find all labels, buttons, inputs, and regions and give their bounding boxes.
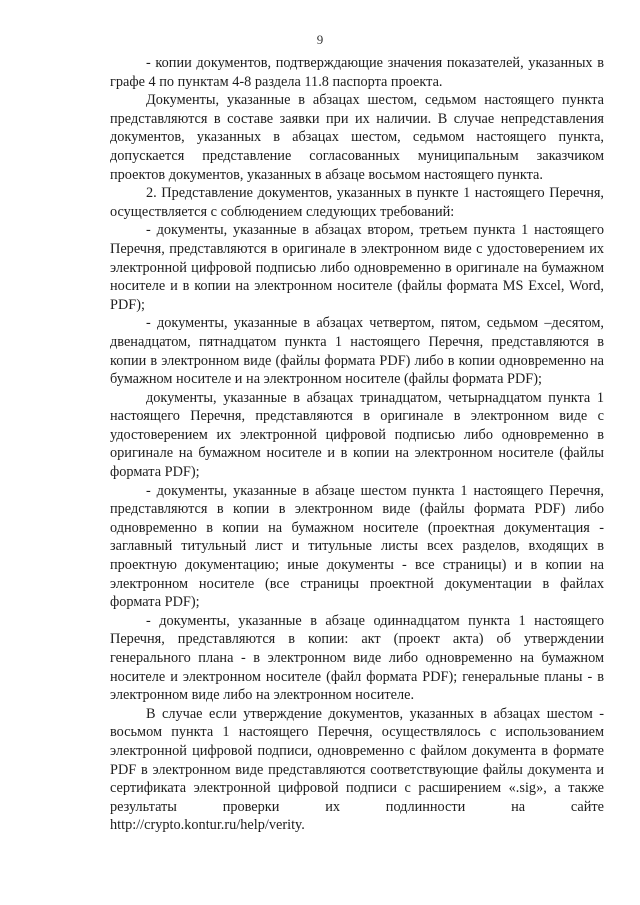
paragraph-requirements-intro: 2. Представление документов, указанных в пункте 1 настоящего Перечня, осуществляется с соблюдением следующих требований: [110, 185, 604, 220]
paragraph-original-electronic-signature: - документы, указанные в абзацах втором, третьем пункта 1 настоящего Перечня, представляются в оригинале в электронном виде с удостоверением их электронной цифровой подписью либо одновременно в оригинале на бумажном носителе и в копии на электронном носителе (файлы формата MS Excel, Word, PDF); [110, 222, 604, 313]
paragraph-general-plan: - документы, указанные в абзаце одиннадцатом пункта 1 настоящего Перечня, представляются в копии: акт (проект акта) об утверждении генерального плана - в электронном виде либо одновременно на бумажном носителе и электронном носителе (файл формата PDF); генеральные планы - в электронном виде либо на электронном носителе. [110, 612, 604, 704]
paragraph-project-documentation: - документы, указанные в абзаце шестом пункта 1 настоящего Перечня, представляются в копии в электронном виде (файлы формата PDF) либо одновременно в копии на бумажном носителе (проектная документация - заглавный титульный лист и титульные листы всех разделов, входящих в проектную документацию; иные документы - все страницы) и в копии на электронном носителе (все страницы проектной документации в файлах формата PDF); [110, 482, 604, 611]
paragraph-thirteenth-fourteenth: документы, указанные в абзацах тринадцатом, четырнадцатом пункта 1 настоящего Перечня, представляются в оригинале в электронном виде с удостоверением их электронной цифровой подписью либо одновременно в оригинале на бумажном носителе и в копии на электронном носителе (файлы формата PDF); [110, 389, 604, 481]
paragraph-documents-in-application: Документы, указанные в абзацах шестом, седьмом настоящего пункта представляются в составе заявки при их наличии. В случае непредставления документов, указанных в абзацах шестом, седьмом настоящего пункта, допускается представление согласованных муниципальным заказчиком проектов документов, указанных в абзаце восьмом настоящего пункта. [110, 92, 604, 183]
page-number: 9 [316, 32, 324, 47]
document-body [110, 54, 604, 835]
verification-url: http://crypto.kontur.ru/help/verity. [110, 817, 305, 834]
paragraph-copies-of-documents: - копии документов, подтверждающие значения показателей, указанных в графе 4 по пунктам 4-8 раздела 11.8 паспорта проекта. [110, 55, 604, 90]
paragraph-signature-verification: В случае если утверждение документов, указанных в абзацах шестом - восьмом пункта 1 настоящего Перечня, осуществлялось с использованием электронной цифровой подписи, одновременно с файлом документа в формате PDF в электронном виде представляются соответствующие файлы документа и сертификата электронной цифровой подписи с расширением «.sig», а также результаты проверки их подлинности на сайте [110, 705, 604, 815]
paragraph-copy-electronic-pdf: - документы, указанные в абзацах четвертом, пятом, седьмом –десятом, двенадцатом, пятнадцатом пункта 1 настоящего Перечня, представляются в копии в электронном виде (файлы формата PDF) либо в копии одновременно на бумажном носителе и на электронном носителе (файлы формата PDF); [110, 315, 604, 388]
